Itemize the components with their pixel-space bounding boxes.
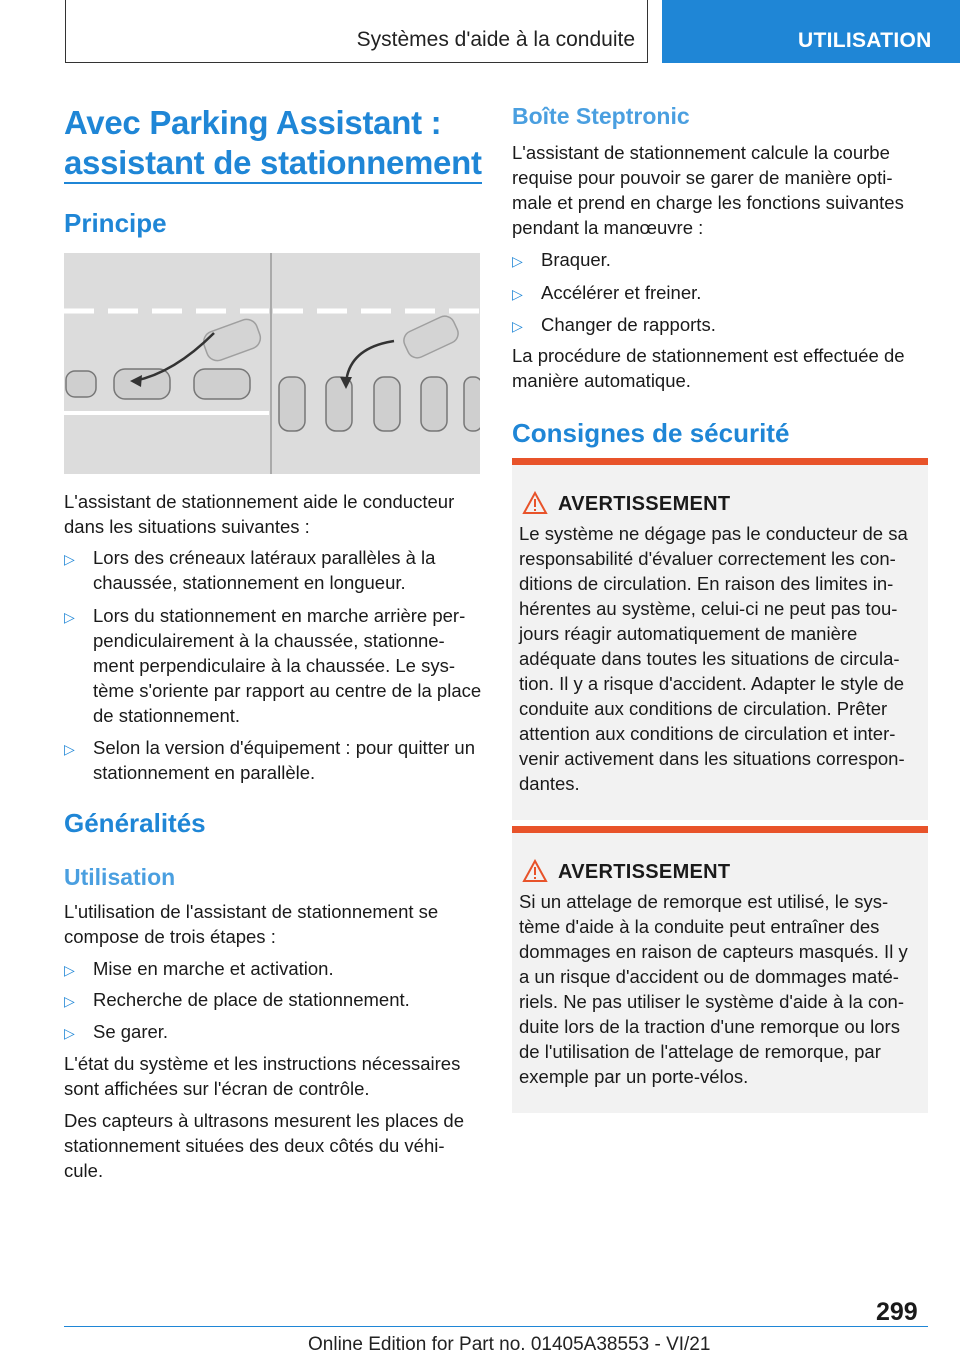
triangle-bullet-icon: ▷ [64,609,75,625]
triangle-bullet-icon: ▷ [64,993,75,1009]
parking-diagram [64,253,480,474]
utilisation-intro: L'utilisation de l'assistant de stationnement se compose de trois étapes : [64,901,439,947]
warning-box-2 [512,826,928,1113]
page-number: 299 [876,1298,918,1326]
steptronic-outro: La procédure de stationnement est effectuée de manière automatique. [512,345,905,391]
steptronic-intro: L'assistant de stationnement calcule la courbe requise pour pouvoir se garer de manière opti‐male et prend en charge les fonctions suivantes pendant la manœuvre : [512,142,904,238]
subheading-utilisation: Utilisation [64,864,176,890]
triangle-bullet-icon: ▷ [64,1025,75,1041]
triangle-bullet-icon: ▷ [64,962,75,978]
warning-box-1 [512,458,928,820]
header-section-box [65,0,648,63]
triangle-bullet-icon: ▷ [512,318,523,334]
warning-label: AVERTISSEMENT [558,861,731,883]
title-rule [64,182,482,184]
footer-edition: Online Edition for Part no. 01405A38553 - VI/21 [308,1334,711,1355]
header-chapter-label: UTILISATION [798,29,932,52]
warning-text: Le système ne dégage pas le conducteur de sa responsabilité d'évaluer correctement les con‐ditions de circulation. En raison des limites in‐hérentes au système, celui-ci ne peut pas tou‐jours réagir automatiquement de manière adéquate dans toutes les situations de circula‐tion. Il y a risque d'accident. Adapter le style de conduite aux conditions de circulation. Prêter attention aux conditions de circulation et inter‐venir activement dans les situations correspon‐dantes. [519,523,908,794]
triangle-bullet-icon: ▷ [512,253,523,269]
warning-label: AVERTISSEMENT [558,493,731,515]
warning-triangle-icon [522,859,548,883]
generalites-p1: L'état du système et les instructions nécessaires sont affichées sur l'écran de contrôle. [64,1053,461,1099]
header-section-title: Systèmes d'aide à la conduite [356,28,635,51]
generalites-p2: Des capteurs à ultrasons mesurent les places de stationnement situées des deux côtés du véhi‐cule. [64,1110,465,1181]
triangle-bullet-icon: ▷ [64,741,75,757]
triangle-bullet-icon: ▷ [512,286,523,302]
header-chapter-tab [662,0,960,63]
heading-steptronic: Boîte Steptronic [512,103,690,129]
triangle-bullet-icon: ▷ [64,551,75,567]
parking-illustration [64,253,480,474]
heading-generalites: Généralités [64,808,206,838]
footer-rule [64,1326,928,1327]
heading-safety: Consignes de sécurité [512,418,790,448]
page-title: Avec Parking Assistant : assistant de stationnement [64,104,482,181]
warning-text: Si un attelage de remorque est utilisé, le sys‐tème d'aide à la conduite peut entraîner des dommages en raison de capteurs masqués. Il y a un risque d'accident ou de dommages maté‐riels. Ne pas utiliser le système d'aide à la con‐duite lors de la traction d'une remorque ou lors de l'utilisation de l'attelage de remorque, par exemple par un porte-vélos. [519,891,908,1087]
principe-intro: L'assistant de stationnement aide le conducteur dans les situations suivantes : [64,491,455,537]
heading-principe: Principe [64,208,167,238]
warning-triangle-icon [522,491,548,515]
